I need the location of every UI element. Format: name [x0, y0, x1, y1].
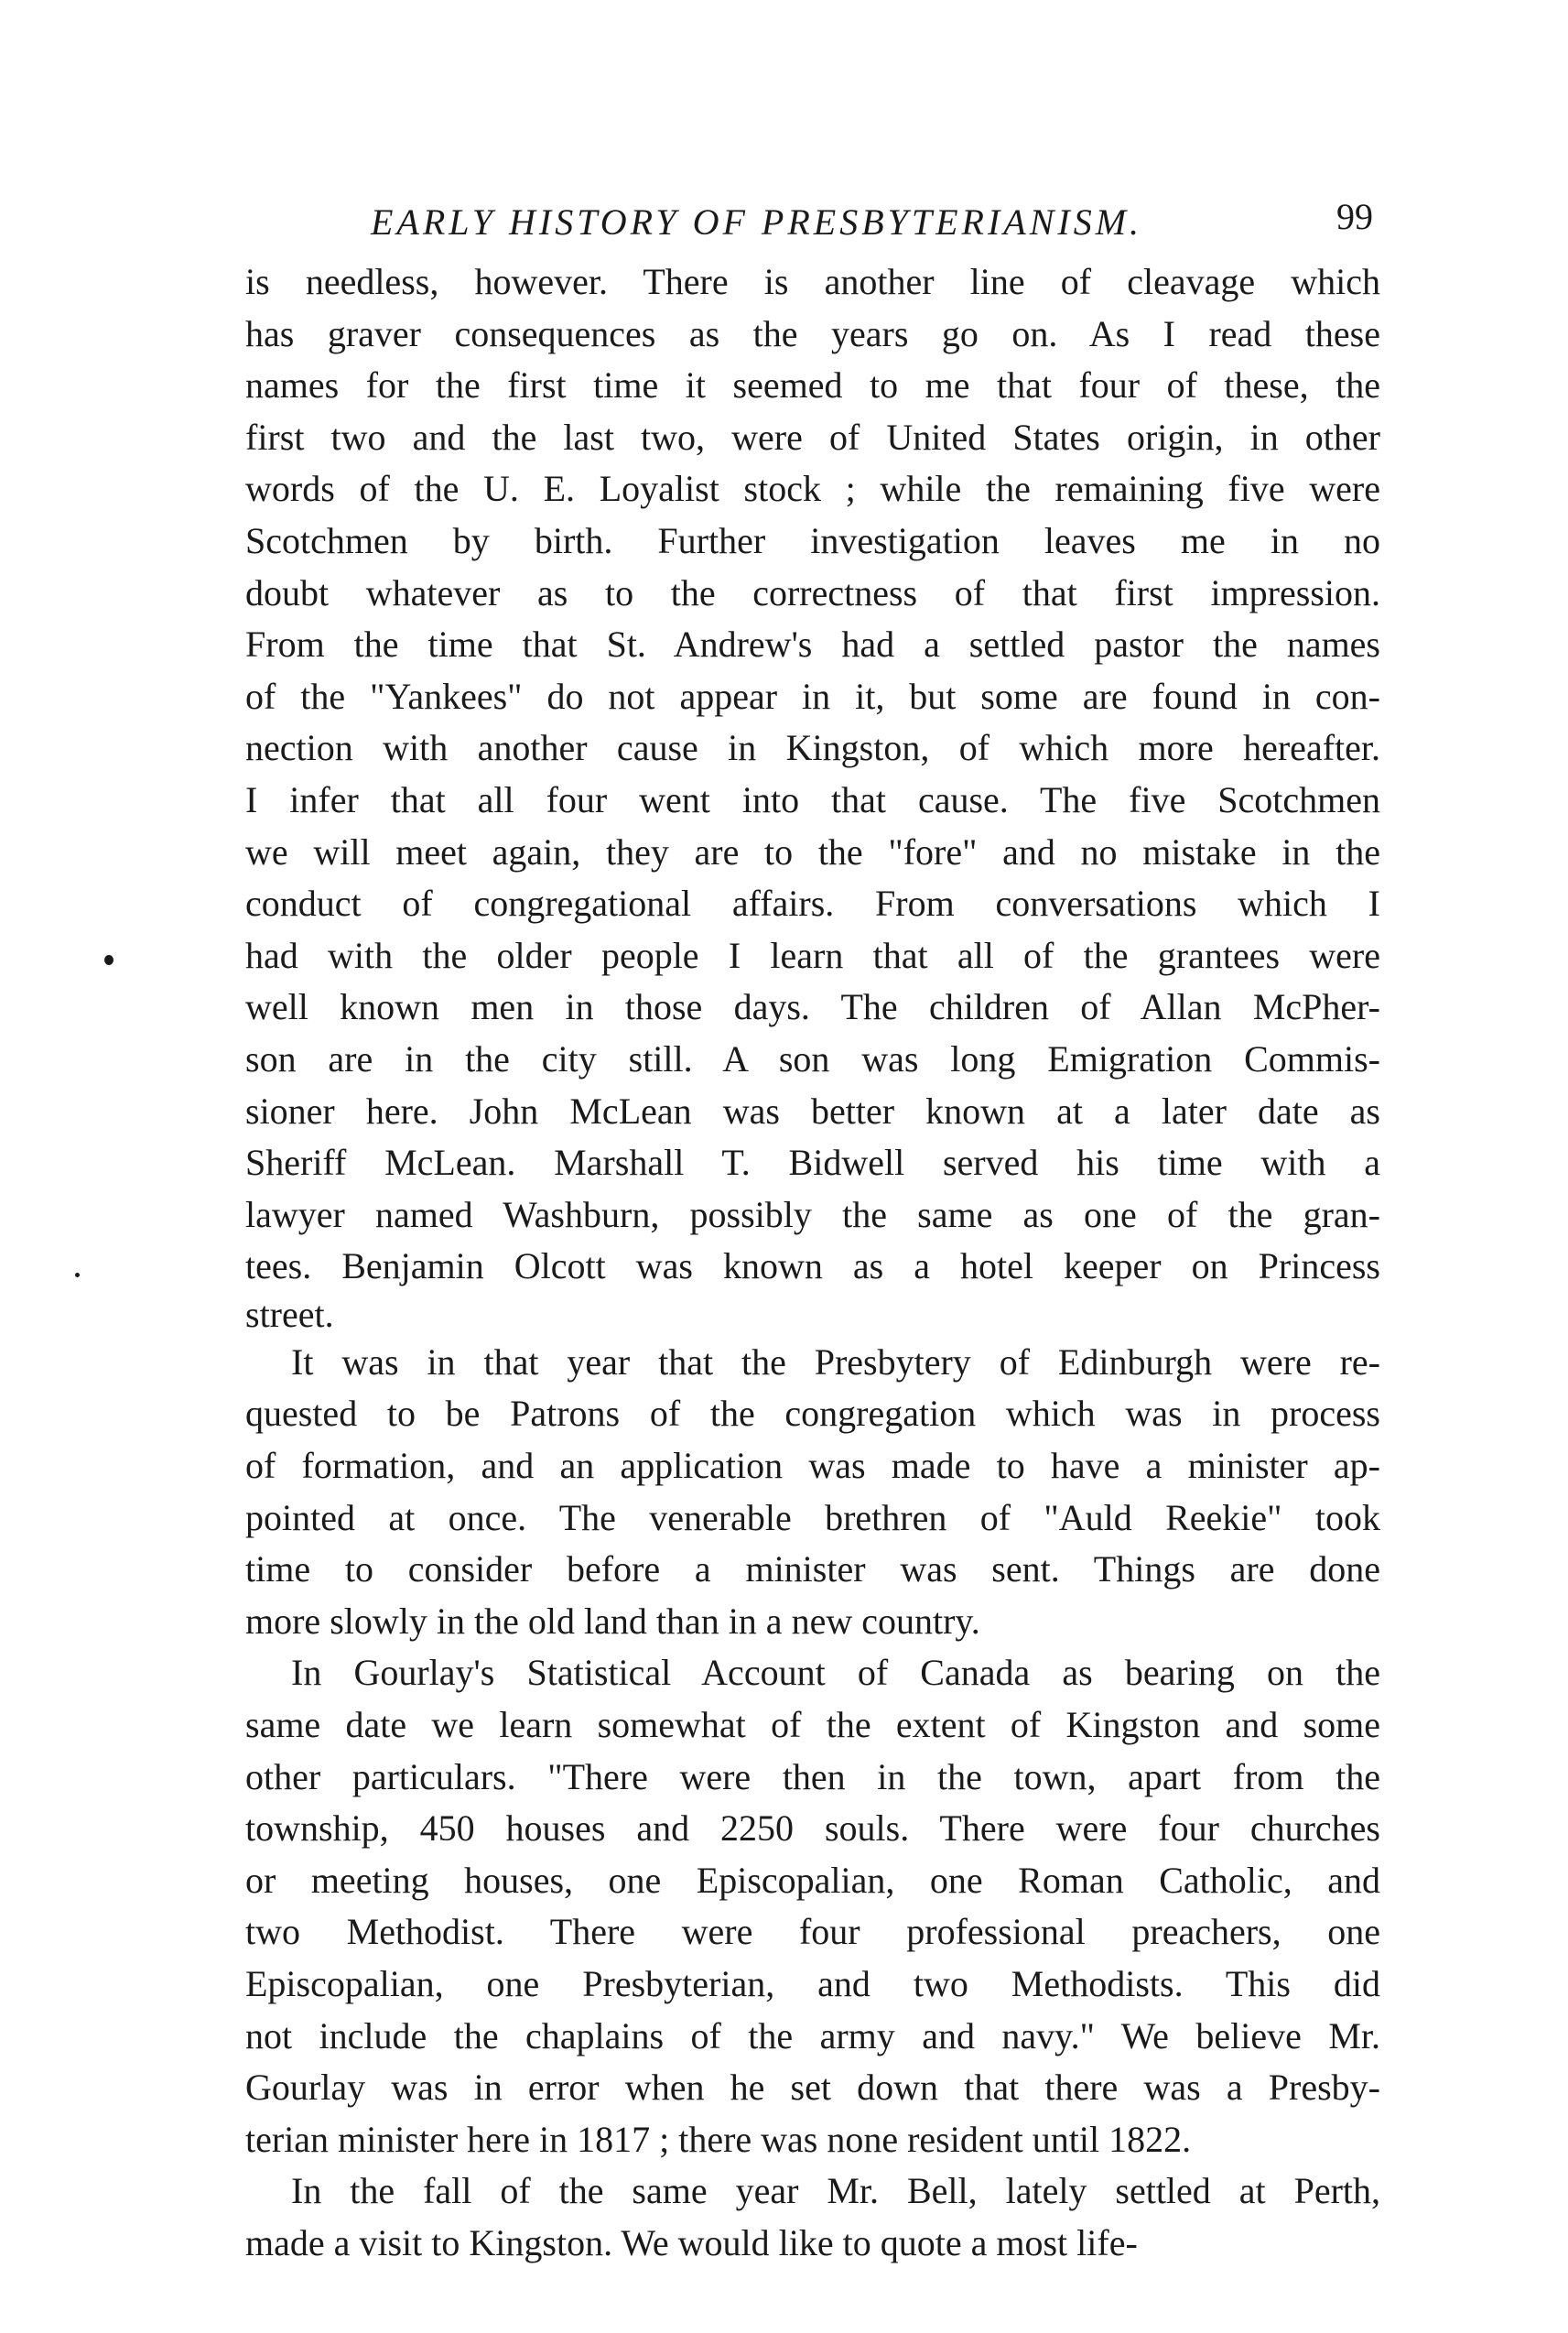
- text-line: In Gourlay's Statistical Account of Canada as bearing on the: [291, 1652, 1380, 1694]
- text-line: It was in that year that the Presbytery of Edinburgh were re-: [291, 1340, 1380, 1383]
- text-line: first two and the last two, were of United States origin, in other: [245, 416, 1380, 458]
- page-number: 99: [1336, 196, 1373, 237]
- text-line: I infer that all four went into that cause. The five Scotchmen: [245, 778, 1380, 820]
- text-line: time to consider before a minister was sent. Things are done: [245, 1548, 1380, 1590]
- paragraph: [245, 2165, 1380, 2269]
- running-head: [362, 188, 1373, 252]
- text-line: lawyer named Washburn, possibly the same as one of the gran-: [245, 1193, 1380, 1235]
- margin-speck: [104, 955, 114, 965]
- text-line: is needless, however. There is another line of cleavage which: [245, 261, 1380, 302]
- text-line: Episcopalian, one Presbyterian, and two Methodists. This did: [245, 1963, 1380, 2004]
- text-line: words of the U. E. Loyalist stock ; while the remaining five were: [245, 468, 1380, 510]
- text-line: sioner here. John McLean was better known at a later date as: [245, 1090, 1380, 1132]
- margin-speck: [75, 1273, 80, 1277]
- paragraph: [245, 1337, 1380, 1648]
- text-line: street.: [245, 1293, 334, 1335]
- text-line: other particulars. "There were then in the town, apart from the: [245, 1755, 1380, 1797]
- text-line: Sheriff McLean. Marshall T. Bidwell served his time with a: [245, 1142, 1380, 1184]
- text-line: of the "Yankees" do not appear in it, but some are found in con-: [245, 675, 1380, 717]
- text-line: From the time that St. Andrew's had a settled pastor the names: [245, 624, 1380, 666]
- paragraph: [245, 256, 1380, 1337]
- running-title: EARLY HISTORY OF PRESBYTERIANISM.: [371, 201, 1143, 243]
- text-line: more slowly in the old land than in a new country.: [245, 1600, 980, 1642]
- text-line: Gourlay was in error when he set down that there was a Presby-: [245, 2067, 1380, 2109]
- text-line: or meeting houses, one Episcopalian, one Roman Catholic, and: [245, 1859, 1380, 1901]
- text-line: Scotchmen by birth. Further investigation leaves me in no: [245, 519, 1380, 561]
- text-line: doubt whatever as to the correctness of that first impression.: [245, 571, 1380, 613]
- text-line: made a visit to Kingston. We would like to quote a most life-: [245, 2221, 1138, 2263]
- text-line: has graver consequences as the years go on. As I read these: [245, 312, 1380, 354]
- text-line: nection with another cause in Kingston, of which more hereafter.: [245, 727, 1380, 769]
- text-line: of formation, and an application was made to have a minister ap-: [245, 1445, 1380, 1487]
- paragraph: [245, 1647, 1380, 2165]
- text-line: tees. Benjamin Olcott was known as a hotel keeper on Princess: [245, 1245, 1380, 1287]
- text-line: pointed at once. The venerable brethren of "Auld Reekie" took: [245, 1496, 1380, 1538]
- text-line: conduct of congregational affairs. From conversations which I: [245, 883, 1380, 925]
- text-line: quested to be Patrons of the congregation which was in process: [245, 1393, 1380, 1435]
- text-line: not include the chaplains of the army and navy." We believe Mr.: [245, 2014, 1380, 2056]
- text-line: same date we learn somewhat of the extent of Kingston and some: [245, 1704, 1380, 1746]
- text-line: names for the first time it seemed to me that four of these, the: [245, 364, 1380, 407]
- text-line: had with the older people I learn that all of the grantees were: [245, 934, 1380, 976]
- body-text: [245, 256, 1380, 2270]
- text-line: In the fall of the same year Mr. Bell, lately settled at Perth,: [291, 2170, 1380, 2212]
- text-line: township, 450 houses and 2250 souls. There were four churches: [245, 1807, 1380, 1850]
- text-line: two Methodist. There were four professional preachers, one: [245, 1911, 1380, 1953]
- text-line: terian minister here in 1817 ; there was none resident until 1822.: [245, 2118, 1192, 2160]
- text-line: son are in the city still. A son was long Emigration Commis-: [245, 1037, 1380, 1080]
- text-line: we will meet again, they are to the "fore" and no mistake in the: [245, 830, 1380, 873]
- text-line: well known men in those days. The children of Allan McPher-: [245, 986, 1380, 1028]
